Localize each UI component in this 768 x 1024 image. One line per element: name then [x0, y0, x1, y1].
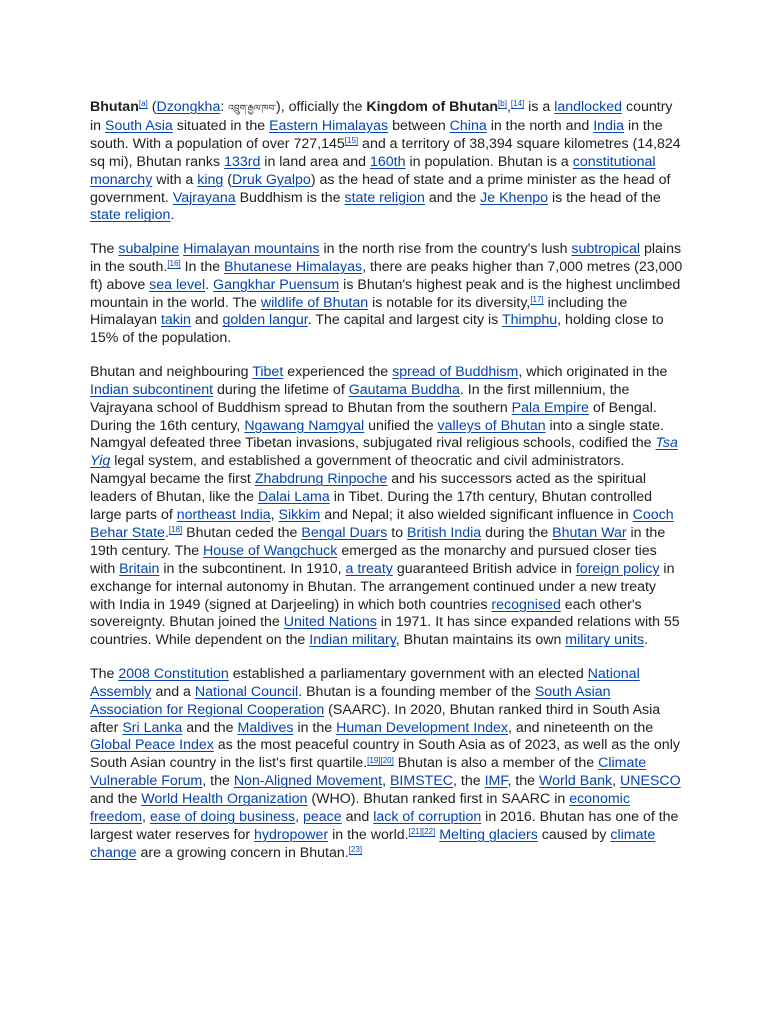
article-link[interactable]: Gautama Buddha: [348, 381, 460, 398]
text-run: (: [223, 171, 232, 188]
article-link[interactable]: India: [593, 117, 624, 134]
article-link[interactable]: peace: [302, 809, 342, 826]
text-run: during the: [481, 524, 553, 541]
article-link[interactable]: Bhutan War: [552, 524, 627, 541]
dzongkha-name: འབྲུག་རྒྱལ་ཁབ་: [228, 103, 276, 113]
text-run: experienced the: [283, 363, 393, 380]
text-run: in the north rise from the country's lush: [319, 240, 572, 257]
article-link[interactable]: Bhutanese Himalayas: [224, 258, 363, 275]
citation-superscript: [380, 756, 393, 765]
citation-link[interactable]: [18]: [168, 525, 183, 535]
citation-superscript: [530, 295, 543, 304]
article-link[interactable]: Britain: [119, 560, 160, 577]
text-run: and a territory of 38,394 square kilometres (14,824 sq mi), Bhutan ranks: [90, 135, 681, 170]
citation-superscript: [511, 99, 524, 108]
citation-link[interactable]: [23]: [348, 845, 363, 855]
text-run: .: [164, 524, 169, 541]
text-run: and his successors acted as the spiritual leaders of Bhutan, like the: [90, 471, 646, 506]
text-run: Bhutan and neighbouring: [90, 363, 253, 380]
article-link[interactable]: Vajrayana: [172, 189, 236, 206]
article-link[interactable]: Non-Aligned Movement: [233, 773, 383, 790]
text-run: in 2016. Bhutan has one of the largest water reserves for: [90, 809, 679, 843]
article-link[interactable]: Climate Vulnerable Forum: [90, 755, 647, 790]
text-run: during the lifetime of: [213, 381, 349, 398]
citation-link[interactable]: [17]: [530, 294, 544, 304]
citation-link[interactable]: [21]: [408, 827, 422, 837]
article-link[interactable]: constitutional monarchy: [90, 153, 656, 188]
article-link[interactable]: Gangkhar Puensum: [213, 276, 340, 293]
text-run: In the: [180, 258, 225, 275]
article-link[interactable]: sea level: [149, 276, 206, 293]
article-link[interactable]: World Bank: [539, 773, 613, 790]
text-run: in land area and: [260, 153, 371, 170]
text-run: to: [387, 524, 408, 541]
article-link[interactable]: golden langur: [222, 312, 308, 329]
article-link[interactable]: Human Development Index: [336, 719, 509, 736]
article-link[interactable]: wildlife of Bhutan: [260, 294, 369, 311]
text-run: Buddhism is the: [235, 189, 345, 206]
citation-superscript: [367, 756, 380, 765]
citation-superscript: [422, 827, 435, 836]
article-link[interactable]: lack of corruption: [373, 809, 482, 826]
text-run: caused by: [537, 826, 611, 843]
article-link[interactable]: valleys of Bhutan: [437, 417, 546, 434]
text-run: and the: [182, 719, 238, 736]
text-run: unified the: [364, 417, 438, 434]
article-link[interactable]: Eastern Himalayas: [269, 117, 389, 134]
text-run: situated in the: [172, 117, 270, 134]
citation-superscript: [167, 259, 180, 268]
citation-superscript: [349, 845, 362, 854]
article-link[interactable]: Pala Empire: [511, 399, 589, 416]
article-link[interactable]: Bengal Duars: [301, 524, 388, 541]
article-link[interactable]: South Asia: [104, 117, 173, 134]
text-run: .: [170, 207, 175, 224]
text-run: in the world.: [328, 826, 409, 843]
article-link[interactable]: UNESCO: [619, 773, 681, 790]
text-run: in the subcontinent. In 1910,: [159, 560, 346, 577]
text-run: and: [190, 312, 223, 329]
text-run: , and nineteenth on the: [508, 719, 654, 736]
text-run: , Bhutan maintains its own: [395, 632, 566, 649]
text-run: ,: [142, 809, 150, 826]
text-run: is Bhutan's highest peak and is the highest unclimbed mountain in the world. The: [90, 276, 681, 311]
article-link[interactable]: spread of Buddhism: [392, 363, 519, 380]
citation-link[interactable]: [22]: [421, 827, 436, 837]
text-run: . Bhutan is a founding member of the: [298, 683, 535, 700]
text-run: , there are peaks higher than 7,000 metres (23,000 ft) above: [90, 258, 683, 293]
article-link[interactable]: BIMSTEC: [389, 773, 454, 790]
citation-superscript: [139, 99, 148, 108]
text-run: . In the first millennium, the Vajrayana school of Buddhism spread to Bhutan from the southern: [90, 381, 630, 416]
text-run: ) as the head of state and a prime minister as the head of government.: [90, 171, 671, 206]
article-link[interactable]: Tsa Yig: [90, 435, 678, 470]
text-run: between: [388, 117, 450, 134]
text-run: , holding close to 15% of the population.: [90, 312, 664, 347]
text-run: , the: [202, 773, 234, 790]
citation-link[interactable]: [15]: [344, 136, 359, 146]
citation-link[interactable]: [19]: [367, 755, 381, 765]
text-run: :: [220, 99, 229, 115]
text-run: emerged as the monarchy and pursued closer ties with: [90, 542, 657, 577]
article-link[interactable]: Thimphu: [501, 312, 558, 329]
article-link[interactable]: Cooch Behar State: [90, 507, 674, 541]
article-link[interactable]: foreign policy: [575, 560, 660, 577]
text-run: and Nepal; it also wielded significant influence in: [320, 507, 633, 524]
text-run: .: [644, 632, 649, 649]
article-link[interactable]: landlocked: [554, 99, 623, 115]
article-link[interactable]: Dalai Lama: [258, 489, 330, 506]
article-link[interactable]: Tibet: [252, 363, 284, 380]
text-run: in the 19th century. The: [90, 524, 666, 559]
article-body: [90, 99, 684, 878]
text-run: each other's sovereignty. Bhutan joined the: [90, 596, 642, 631]
article-link[interactable]: Ngawang Namgyal: [244, 417, 365, 434]
text-run: ,: [270, 507, 279, 524]
text-run: The: [90, 240, 119, 257]
article-link[interactable]: 2008 Constitution: [118, 665, 229, 682]
bold-term: Bhutan: [90, 99, 139, 115]
text-run: and the: [424, 189, 481, 206]
text-run: of Bengal. During the 16th century,: [90, 399, 657, 434]
citation-superscript: [169, 525, 182, 534]
citation-link[interactable]: [a]: [138, 99, 148, 109]
text-run: with a: [152, 171, 198, 188]
citation-link[interactable]: [b]: [498, 99, 507, 109]
text-run: in 1971. It has since expanded relations with 55 countries. While dependent on the: [90, 614, 680, 649]
article-link[interactable]: northeast India: [176, 507, 271, 524]
text-run: established a parliamentary government with an elected: [228, 665, 588, 682]
article-link[interactable]: Global Peace Index: [90, 737, 214, 754]
article-link[interactable]: United Nations: [283, 614, 377, 631]
text-run: ), officially the: [276, 99, 367, 115]
text-run: (: [147, 99, 157, 115]
text-run: and the: [90, 791, 142, 808]
article-link[interactable]: subalpine: [118, 240, 180, 257]
text-run: and: [341, 809, 374, 826]
article-link[interactable]: state religion: [90, 207, 171, 224]
article-link[interactable]: takin: [160, 312, 191, 329]
article-link[interactable]: Sri Lanka: [122, 719, 183, 736]
text-run: in exchange for internal autonomy in Bhutan. The arrangement continued under a new treaty with India in 1949 (signed at Darjeeling) in which both countries: [90, 560, 675, 613]
article-link[interactable]: House of Wangchuck: [203, 542, 338, 559]
article-link[interactable]: ease of doing business: [149, 809, 296, 826]
text-run: . The capital and largest city is: [307, 312, 502, 329]
text-run: as the most peaceful country in South Asia as of 2023, as well as the only South Asian country in the list's first quartile.: [90, 737, 680, 772]
article-paragraph: [90, 241, 684, 348]
text-run: , the: [453, 773, 485, 790]
article-link[interactable]: World Health Organization: [141, 791, 308, 808]
article-link[interactable]: military units: [565, 632, 645, 649]
article-link[interactable]: Zhabdrung Rinpoche: [254, 471, 388, 488]
article-link[interactable]: British India: [407, 524, 482, 541]
text-run: , which originated in the: [518, 363, 668, 380]
bold-term: Kingdom of Bhutan: [366, 99, 499, 115]
article-link[interactable]: economic freedom: [90, 791, 630, 826]
article-paragraph: [90, 364, 684, 651]
article-link[interactable]: IMF: [484, 773, 508, 790]
article-link[interactable]: recognised: [491, 596, 561, 613]
text-run: is a: [524, 99, 555, 115]
text-run: Bhutan is also a member of the: [393, 755, 599, 772]
text-run: in the south. With a population of over 727,145: [90, 117, 663, 152]
article-link[interactable]: Druk Gyalpo: [231, 171, 311, 188]
article-link[interactable]: Dzongkha: [156, 99, 221, 115]
article-link[interactable]: National Assembly: [90, 665, 640, 700]
article-link[interactable]: king: [197, 171, 224, 188]
text-run: in the: [293, 719, 337, 736]
article-link[interactable]: state religion: [344, 189, 425, 206]
article-link[interactable]: 133rd: [224, 153, 261, 170]
text-run: are a growing concern in Bhutan.: [136, 844, 349, 861]
text-run: into a single state. Namgyal defeated three Tibetan invasions, subjugated rival religious schools, codified the: [90, 417, 664, 452]
article-link[interactable]: hydropower: [254, 826, 329, 843]
text-run: plains in the south.: [90, 240, 682, 275]
citation-link[interactable]: [14]: [510, 99, 525, 109]
text-run: in Tibet. During the 17th century, Bhutan controlled large parts of: [90, 489, 653, 524]
article-paragraph: [90, 99, 684, 225]
text-run: ,: [382, 773, 390, 790]
text-run: ,: [612, 773, 620, 790]
text-run: (SAARC). In 2020, Bhutan ranked third in South Asia after: [90, 701, 661, 736]
text-run: country in: [90, 99, 673, 134]
article-link[interactable]: climate change: [90, 826, 656, 861]
text-run: in population. Bhutan is a: [405, 153, 573, 170]
article-link[interactable]: Indian subcontinent: [90, 381, 214, 398]
citation-superscript: [498, 99, 507, 108]
citation-link[interactable]: [16]: [167, 259, 181, 269]
text-run: .: [205, 276, 214, 293]
article-link[interactable]: Sikkim: [278, 507, 321, 524]
text-run: including the Himalayan: [90, 294, 628, 329]
article-link[interactable]: Maldives: [237, 719, 294, 736]
citation-superscript: [409, 827, 422, 836]
text-run: (WHO). Bhutan ranked first in SAARC in: [307, 791, 570, 808]
text-run: is notable for its diversity,: [368, 294, 531, 311]
text-run: ,: [295, 809, 303, 826]
article-link[interactable]: a treaty: [345, 560, 393, 577]
article-paragraph: [90, 666, 684, 863]
text-run: guaranteed British advice in: [392, 560, 576, 577]
article-link[interactable]: South Asian Association for Regional Cooperation: [90, 683, 611, 718]
article-link[interactable]: 160th: [370, 153, 406, 170]
text-run: and a: [151, 683, 195, 700]
citation-superscript: [345, 136, 358, 145]
article-link[interactable]: China: [449, 117, 487, 134]
text-run: , the: [507, 773, 540, 790]
article-link[interactable]: National Council: [194, 683, 299, 700]
text-run: The: [90, 665, 119, 682]
article-link[interactable]: Indian military: [309, 632, 396, 649]
article-link[interactable]: Je Khenpo: [480, 189, 549, 206]
article-link[interactable]: Himalayan mountains: [183, 240, 320, 257]
text-run: is the head of the: [548, 189, 661, 206]
text-run: legal system, and established a government of theocratic and civil administrators. Namgyal became the first: [90, 453, 625, 488]
text-run: Bhutan ceded the: [182, 524, 302, 541]
article-link[interactable]: subtropical: [571, 240, 641, 257]
citation-link[interactable]: [20]: [380, 755, 394, 765]
text-run: ,: [506, 99, 511, 115]
text-run: in the north and: [486, 117, 594, 134]
article-link[interactable]: Melting glaciers: [439, 826, 538, 843]
